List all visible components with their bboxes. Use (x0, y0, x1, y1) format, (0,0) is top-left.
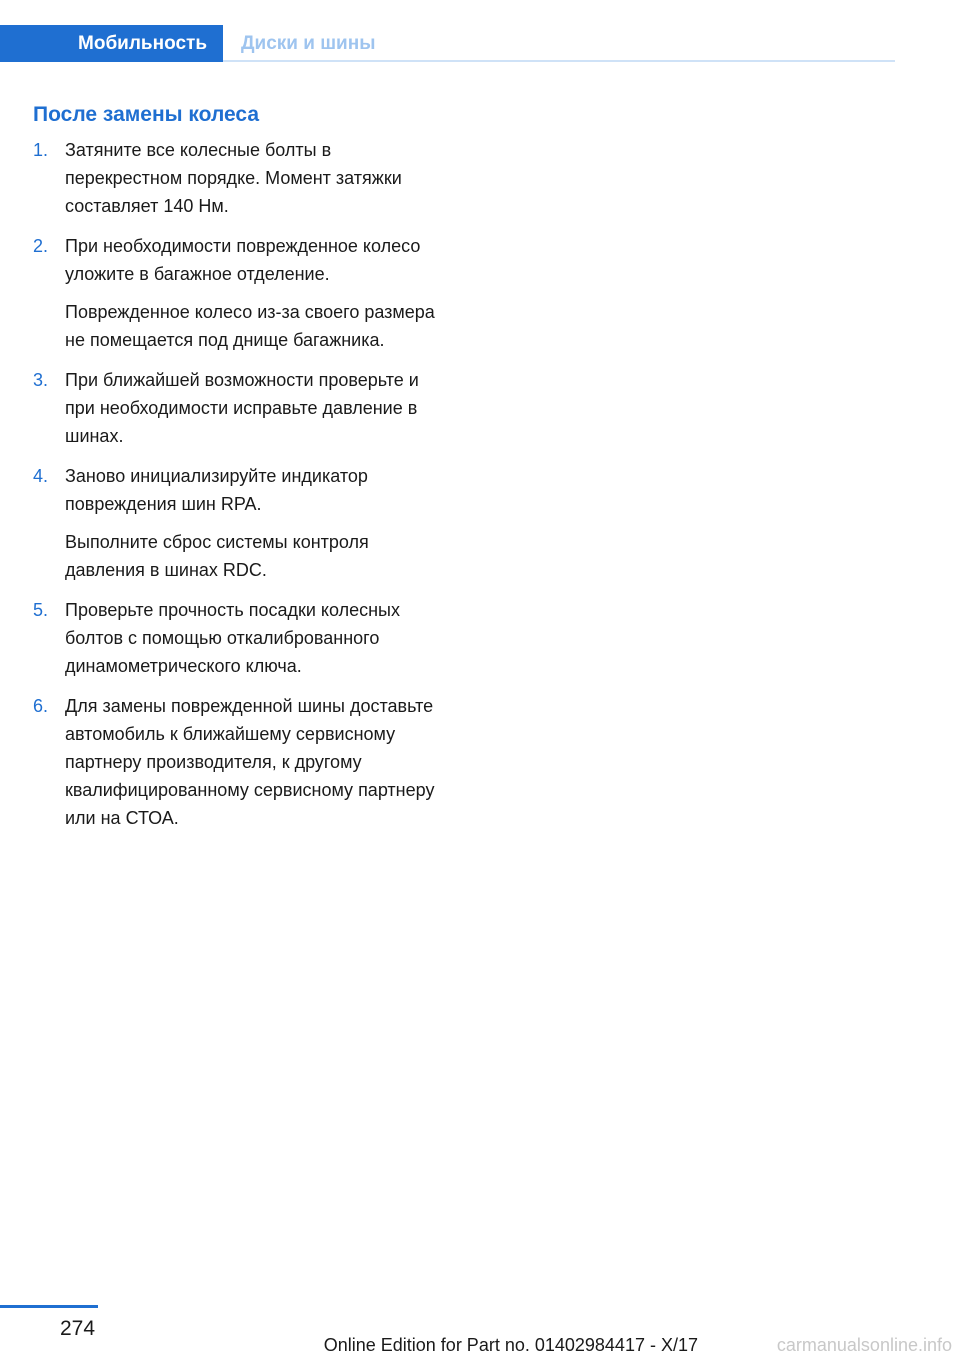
footer-rule (0, 1305, 98, 1308)
step-number: 6. (33, 696, 49, 716)
step-number: 5. (33, 600, 49, 620)
list-item (33, 232, 453, 354)
list-item (33, 596, 453, 680)
subsection-label: Диски и шины (241, 32, 376, 54)
watermark: carmanualsonline.info (776, 1335, 952, 1355)
step-text: Для замены поврежденной шины доставьте автомобиль к ближайшему сервисному партнеру производителя, к другому квалифицированному сервисному партнеру или на СТОА. (65, 696, 435, 828)
chapter-tab: Мобильность (0, 25, 223, 62)
step-number: 1. (33, 140, 49, 160)
step-text: При ближайшей возможности проверьте и при необходимости исправьте давление в шинах. (65, 370, 419, 446)
edition-label: Online Edition for Part no. 01402984417 - X/17 (323, 1335, 698, 1355)
page-header (0, 25, 895, 62)
step-text: При необходимости поврежденное колесо уложите в багажное отделение. (65, 236, 421, 284)
step-text: Проверьте прочность посадки колесных болтов с помощью откалиброванного динамометрического ключа. (65, 600, 400, 676)
header-rule (223, 60, 895, 62)
list-item (33, 462, 453, 584)
step-text: Заново инициализируйте индикатор повреждения шин RPA. (65, 466, 368, 514)
step-text: Затяните все колесные болты в перекрестном порядке. Момент затяжки составляет 140 Нм. (65, 140, 402, 216)
list-item (33, 692, 453, 832)
step-text: Поврежденное колесо из-за своего размера не помещается под днище багажника. (65, 302, 435, 350)
step-number: 2. (33, 236, 49, 256)
list-item (33, 366, 453, 450)
step-number: 4. (33, 466, 49, 486)
section-title: После замены колеса (33, 103, 260, 126)
step-number: 3. (33, 370, 49, 390)
steps-list (33, 136, 453, 844)
step-text: Выполните сброс системы контроля давления в шинах RDC. (65, 532, 369, 580)
page-number: 274 (60, 1317, 96, 1340)
list-item (33, 136, 453, 220)
